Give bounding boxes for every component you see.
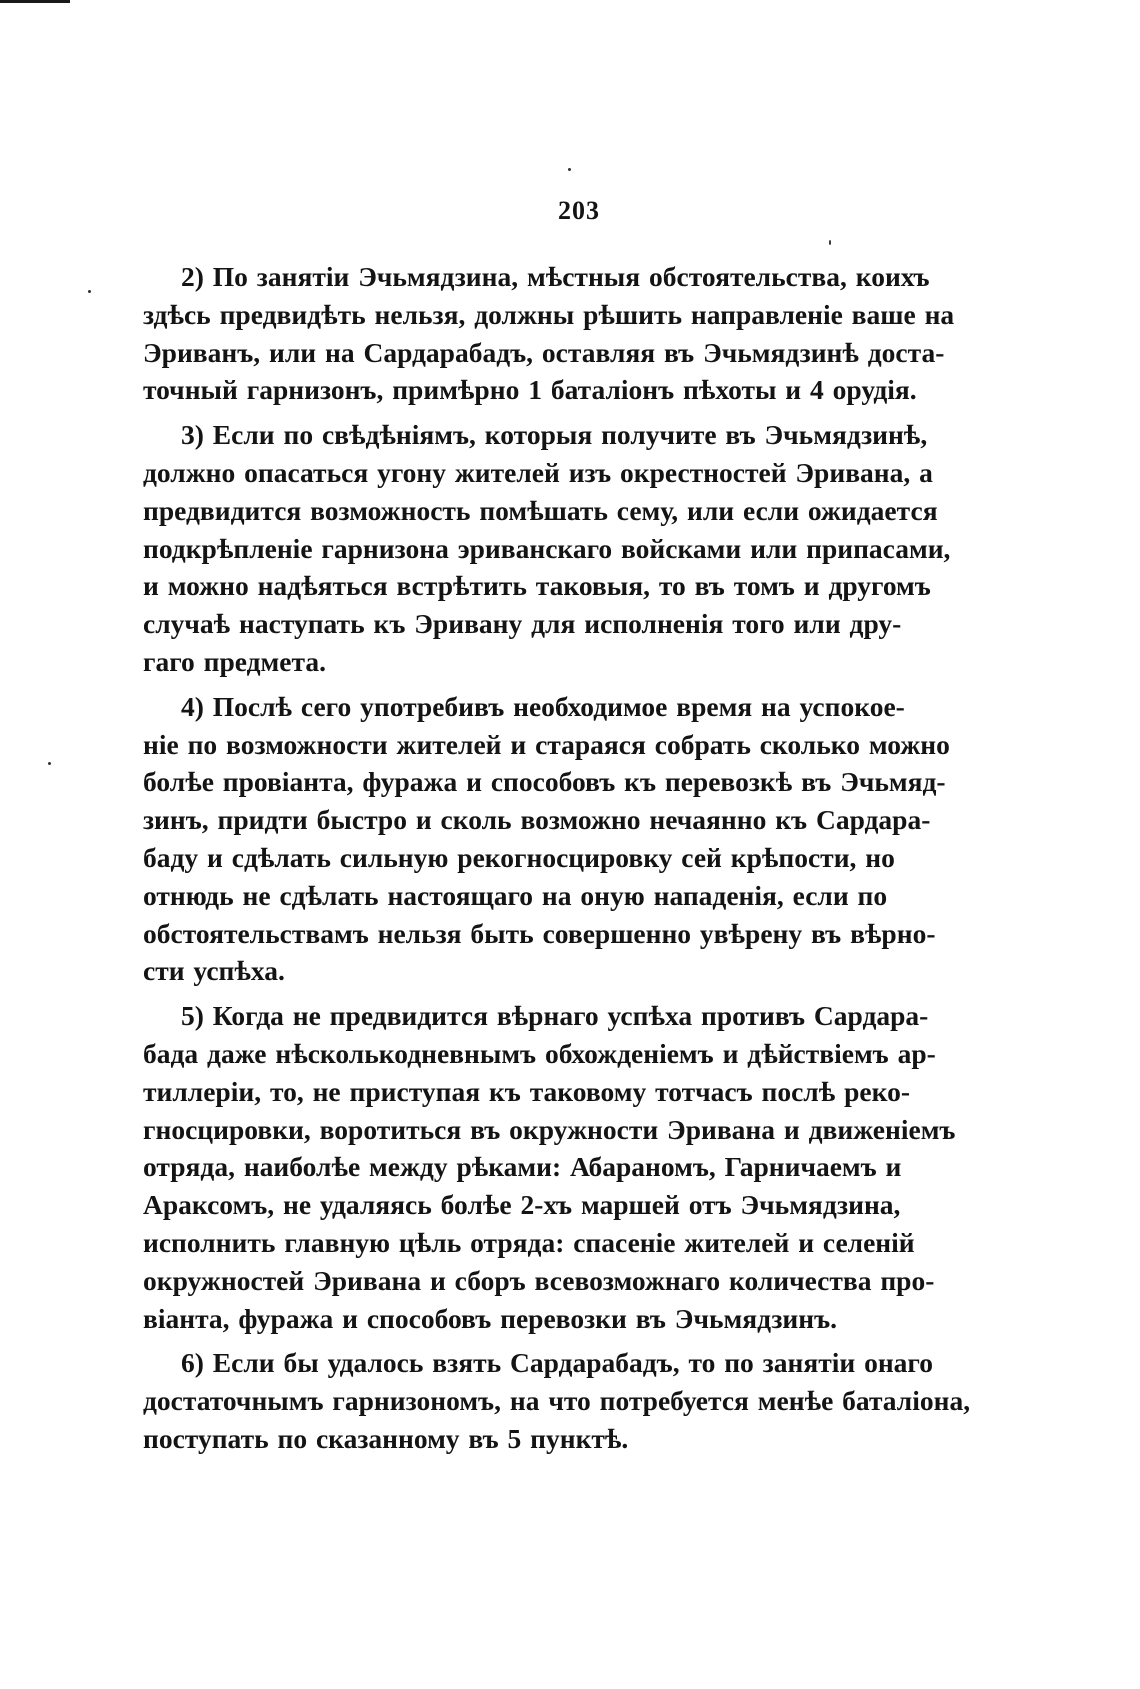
text-line: гаго предмета. xyxy=(143,645,326,677)
text-line: 6) Если бы удалось взять Сардарабадъ, то по занятіи онаго xyxy=(181,1347,933,1379)
text-line: 2) По занятіи Эчьмядзина, мѣстныя обстоятельства, коихъ xyxy=(181,261,930,292)
paragraph xyxy=(143,416,951,681)
text-line: віанта, фуража и способовъ перевозки въ Эчьмядзинъ. xyxy=(143,1302,837,1334)
text-line: болѣе провіанта, фуража и способовъ къ перевозкѣ въ Эчьмяд- xyxy=(143,766,946,798)
text-line: и можно надѣяться встрѣтить таковыя, то въ томъ и другомъ xyxy=(143,570,931,602)
text-line: Араксомъ, не удаляясь болѣе 2-хъ маршей отъ Эчьмядзина, xyxy=(143,1189,901,1221)
scan-speck xyxy=(48,762,51,765)
paragraph-gap xyxy=(143,681,855,688)
text-line: баду и сдѣлать сильную рекогносцировку сей крѣпости, но xyxy=(143,841,895,873)
paragraph-gap xyxy=(143,1337,855,1344)
paragraph-gap xyxy=(143,990,855,997)
body-text xyxy=(143,258,971,1458)
scan-speck xyxy=(88,290,91,293)
page-number: 203 xyxy=(558,196,600,225)
text-line: достаточнымъ гарнизономъ, на что потребуется менѣе баталіона, xyxy=(143,1385,971,1417)
text-line: 3) Если по свѣдѣніямъ, которыя получите въ Эчьмядзинѣ, xyxy=(181,419,928,451)
text-line: исполнить главную цѣль отряда: спасеніе жителей и селеній xyxy=(143,1226,915,1258)
text-line: ніе по возможности жителей и стараяся собрать сколько можно xyxy=(143,728,950,760)
text-line: случаѣ наступать къ Эривану для исполненія того или дру- xyxy=(143,608,902,640)
text-line: тиллеріи, то, не приступая къ таковому тотчасъ послѣ реко- xyxy=(143,1075,910,1107)
text-line: гносцировки, воротиться въ окружности Эривана и движеніемъ xyxy=(143,1113,956,1145)
text-line: зинъ, придти быстро и сколь возможно нечаянно къ Сардара- xyxy=(143,804,931,836)
paragraph xyxy=(143,997,956,1337)
text-line: точный гарнизонъ, примѣрно 1 баталіонъ пѣхоты и 4 орудія. xyxy=(143,374,917,406)
text-line: здѣсь предвидѣть нельзя, должны рѣшить направленіе ваше на xyxy=(143,298,955,330)
text-line: окружностей Эривана и сборъ всевозможнаго количества про- xyxy=(143,1264,935,1296)
text-line: предвидится возможность помѣшать сему, или если ожидается xyxy=(143,494,938,526)
text-line: сти успѣха. xyxy=(143,955,285,987)
scan-edge-mark xyxy=(0,0,70,3)
paragraph xyxy=(143,258,955,409)
text-line: отряда, наиболѣе между рѣками: Абараномъ, Гарничаемъ и xyxy=(143,1151,902,1183)
text-line: подкрѣпленіе гарнизона эриванскаго войсками или припасами, xyxy=(143,532,951,564)
scan-speck xyxy=(568,168,571,171)
text-line: Эриванъ, или на Сардарабадъ, оставляя въ Эчьмядзинѣ доста- xyxy=(143,336,945,368)
paragraph xyxy=(143,1344,971,1457)
text-line: обстоятельствамъ нельзя быть совершенно увѣрену въ вѣрно- xyxy=(143,917,936,949)
text-line: 4) Послѣ сего употребивъ необходимое время на успокое- xyxy=(181,690,905,722)
paragraph xyxy=(143,688,950,990)
paragraph-gap xyxy=(143,409,855,416)
text-line: отнюдь не сдѣлать настоящаго на оную нападенія, если по xyxy=(143,879,888,911)
text-line: должно опасаться угону жителей изъ окрестностей Эривана, а xyxy=(143,456,933,488)
text-line: поступать по сказанному въ 5 пунктѣ. xyxy=(143,1422,629,1454)
text-line: 5) Когда не предвидится вѣрнаго успѣха противъ Сардара- xyxy=(181,1000,929,1032)
scan-speck xyxy=(829,240,831,245)
text-line: бада даже нѣсколькодневнымъ обхожденіемъ и дѣйствіемъ ар- xyxy=(143,1037,936,1069)
